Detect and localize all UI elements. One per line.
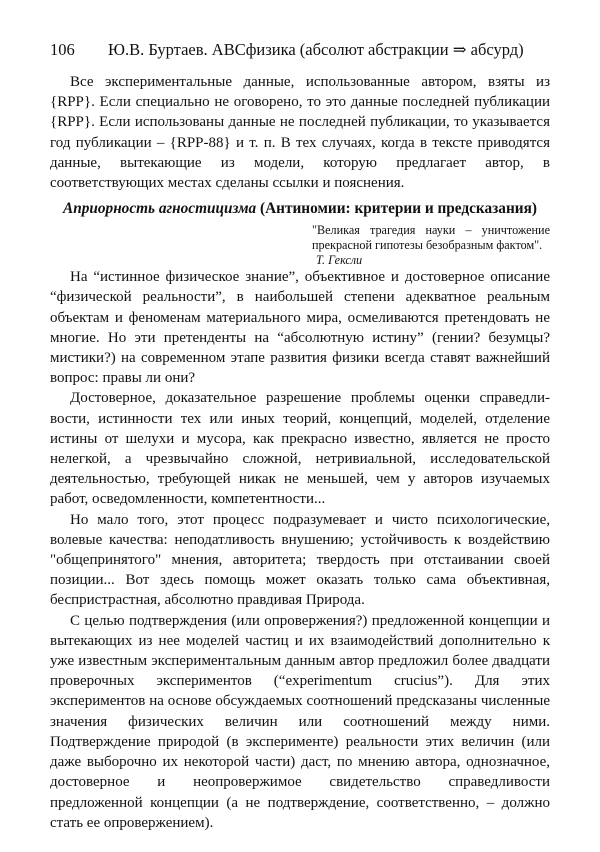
section-title-italic: Априорность агностицизма (63, 200, 257, 218)
page-number: 106 (50, 40, 75, 59)
section-title-rest: (Антиномии: критерии и предсказания) (256, 200, 537, 218)
body-paragraph-1: На “истинное физическое знание”, объективное и достоверное описание “физической реальности”, в наибольшей степени адекватное реальным объектам и феноменам материального мира, осмеливаются претендовать не многие. Но эти претенденты на “абсолютную истину” (гении? безумцы? мистики?) на современном этапе развития физики всегда ставят важнейший вопрос: правы ли они? (50, 269, 550, 387)
intro-paragraph: Все экспериментальные данные, использованные автором, взяты из {RPP}. Если специально не оговорено, то это данные последней публикации {RPP}. Если использованы данные не последней публикации, то указывается год публикации – {RPP-88} и т. п. В тех случаях, когда в тексте приводятся данные, вытекающие из модели, которую предлагает автор, в соответствующих местах сделаны ссылки и пояснения. (50, 74, 550, 192)
body-paragraph-3: Но мало того, этот процесс подразумевает и чисто психологические, волевые качества: неподатливость внушению; устойчивость к воздействию "общепринятого" мнения, авторитета; твердость при отстаивании своей позиции... Вот здесь помощь может оказать только сама объективная, беспристрастная, абсолютно правдивая Природа. (50, 511, 550, 609)
page-header (50, 40, 550, 62)
section-title (50, 199, 550, 219)
running-head: Ю.В. Буртаев. ABCфизика (абсолют абстракции ⇒ абсурд) (108, 40, 524, 59)
book-page (50, 40, 550, 833)
body-paragraph-4: С целью подтверждения (или опровержения?) предложенной концепции и вытекающих из нее моделей частиц и их взаимодействий дополнительно к уже известным экспериментальным данным автор предложил более двадцати проверочных экспериментов (“experimentum crucius”). Для этих экспериментов на основе обсуждаемых соотношений предсказаны численные значения физических величин или соотношений между ними. Подтверждение природой (в эксперименте) реальности этих величин (или даже выборочно их некоторой части) даст, по мнению автора, однозначное, достоверное и неопровержимое свидетельство справедливости предложенной концепции (а не подтверждение, соответственно, – должно стать ее опровержением). (50, 612, 550, 831)
epigraph-quote: "Великая трагедия науки – уничтожение прекрасной гипотезы безобразным фактом". (312, 223, 550, 252)
epigraph-author: Т. Гексли (316, 253, 363, 268)
body-paragraph-2: Достоверное, доказательное разрешение проблемы оценки справедливости, истинности тех или иных теорий, концепций, моделей, отделение истины от шелухи и мусора, как прекрасно известно, является не просто нелегкой, а чрезвычайно сложной, нетривиальной, исследовательской деятельностью, требующей никак не меньшей, чем у авторов изучаемых работ, осведомленности, компетентности... (50, 390, 550, 508)
